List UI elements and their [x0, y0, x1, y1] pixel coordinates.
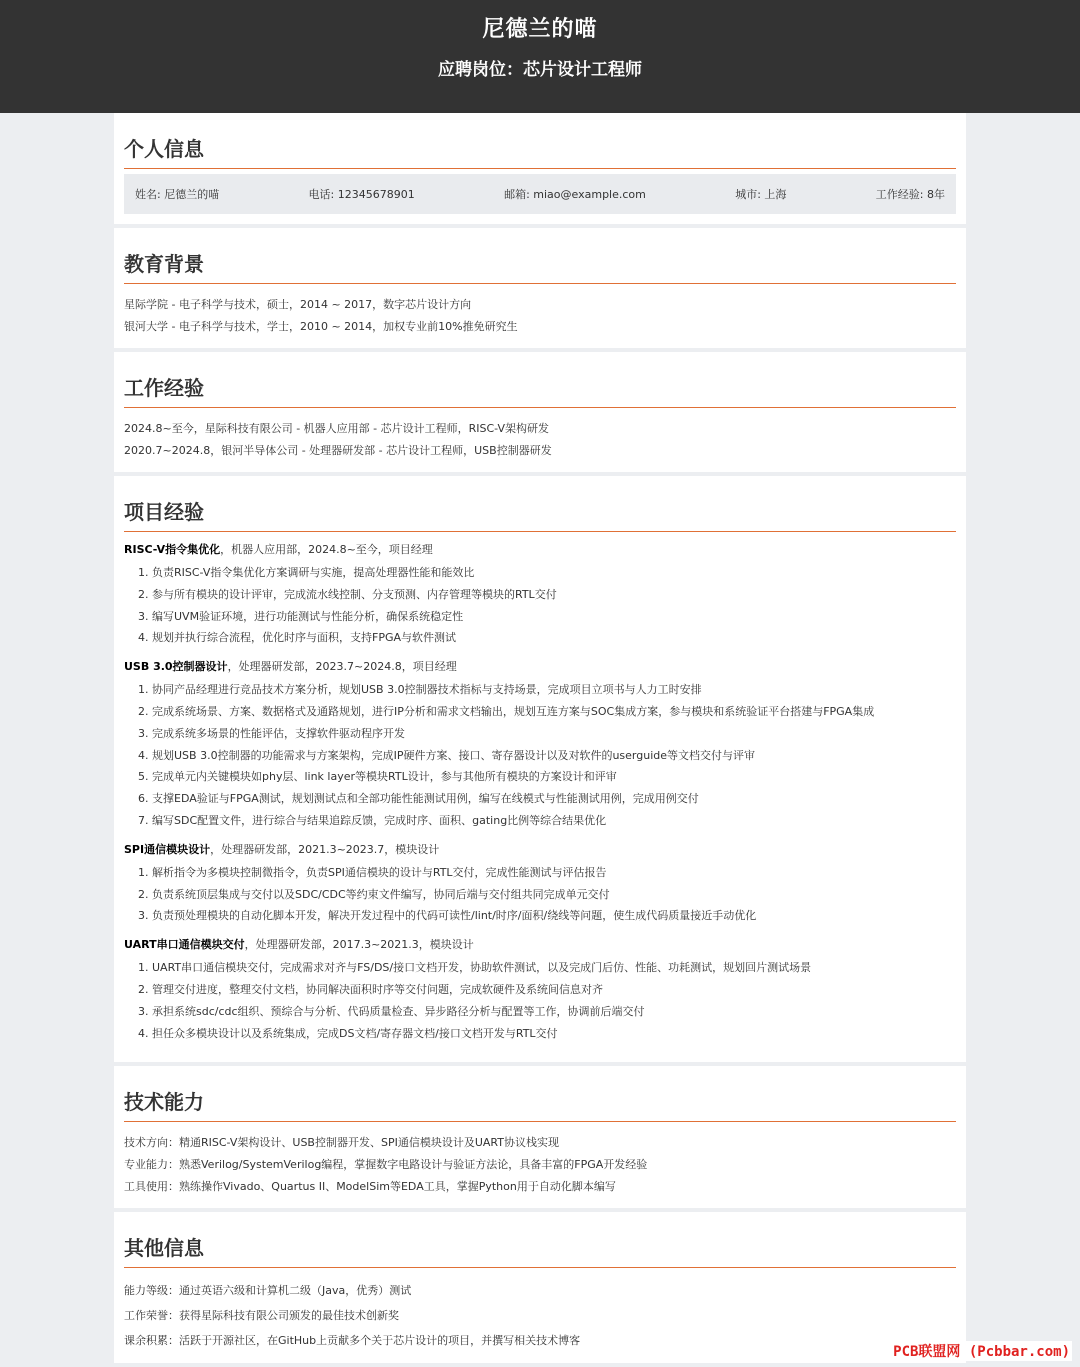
resume-header — [0, 0, 1080, 113]
project-item — [124, 840, 956, 927]
section-title: 其他信息 — [124, 1230, 956, 1268]
section-title: 工作经验 — [124, 370, 956, 408]
project-item — [124, 935, 956, 1044]
work-section — [114, 352, 966, 472]
project-task: 1. 协同产品经理进行竞品技术方案分析，规划USB 3.0控制器技术指标与支持场景，完成项目立项书与人力工时安排 — [152, 679, 956, 701]
other-item — [124, 1328, 956, 1353]
project-task: 3. 编写UVM验证环境，进行功能测试与性能分析，确保系统稳定性 — [152, 606, 956, 628]
personal-info-section — [114, 113, 966, 224]
section-title: 技术能力 — [124, 1084, 956, 1122]
personal-info-bar — [124, 174, 956, 214]
section-title: 个人信息 — [124, 131, 956, 169]
skill-label: 工具使用： — [124, 1180, 179, 1194]
other-label: 课余积累： — [124, 1334, 179, 1348]
info-name: 姓名: 尼德兰的喵 — [135, 188, 220, 201]
other-label: 能力等级： — [124, 1284, 179, 1298]
skill-text: 熟练操作Vivado、Quartus II、ModelSim等EDA工具，掌握Python用于自动化脚本编写 — [179, 1180, 616, 1194]
other-text: 活跃于开源社区，在GitHub上贡献多个关于芯片设计的项目，并撰写相关技术博客 — [179, 1334, 581, 1348]
other-item — [124, 1278, 956, 1303]
skill-item — [124, 1132, 956, 1154]
applied-position: 应聘岗位：芯片设计工程师 — [438, 60, 642, 80]
project-name: UART串口通信模块交付 — [124, 938, 245, 952]
project-task: 7. 编写SDC配置文件，进行综合与结果追踪反馈，完成时序、面积、gating比例等综合结果优化 — [152, 810, 956, 832]
project-task: 2. 管理交付进度，整理交付文档，协同解决面积时序等交付问题，完成软硬件及系统间信息对齐 — [152, 979, 956, 1001]
projects-section — [114, 476, 966, 1062]
project-name: USB 3.0控制器设计 — [124, 660, 228, 674]
section-title: 教育背景 — [124, 246, 956, 284]
project-task: 3. 承担系统sdc/cdc组织、预综合与分析、代码质量检查、异步路径分析与配置等工作，协调前后端交付 — [152, 1001, 956, 1023]
project-item — [124, 657, 956, 832]
skill-item — [124, 1176, 956, 1198]
work-item: 2024.8~至今，星际科技有限公司 - 机器人应用部 - 芯片设计工程师，RISC-V架构研发 — [124, 422, 550, 435]
other-label: 工作荣誉： — [124, 1309, 179, 1323]
other-text: 通过英语六级和计算机二级（Java，优秀）测试 — [179, 1284, 412, 1298]
other-info-section — [114, 1212, 966, 1363]
candidate-name: 尼德兰的喵 — [482, 17, 598, 42]
education-section — [114, 228, 966, 348]
project-task: 2. 负责系统顶层集成与交付以及SDC/CDC等约束文件编写，协同后端与交付组共同完成单元交付 — [152, 884, 956, 906]
education-item: 银河大学 - 电子科学与技术，学士，2010 ~ 2014，加权专业前10%推免研究生 — [124, 320, 518, 333]
project-task: 1. UART串口通信模块交付，完成需求对齐与FS/DS/接口文档开发，协助软件测试，以及完成门后仿、性能、功耗测试，规划回片测试场景 — [152, 957, 956, 979]
skill-item — [124, 1154, 956, 1176]
work-item: 2020.7~2024.8，银河半导体公司 - 处理器研发部 - 芯片设计工程师，USB控制器研发 — [124, 444, 552, 457]
project-task: 4. 规划并执行综合流程，优化时序与面积，支持FPGA与软件测试 — [152, 627, 956, 649]
skill-text: 精通RISC-V架构设计、USB控制器开发、SPI通信模块设计及UART协议栈实现 — [179, 1136, 559, 1150]
project-meta: ，处理器研发部，2017.3~2021.3，模块设计 — [244, 938, 474, 952]
project-task: 3. 完成系统多场景的性能评估，支撑软件驱动程序开发 — [152, 723, 956, 745]
skill-text: 熟悉Verilog/SystemVerilog编程，掌握数字电路设计与验证方法论，具备丰富的FPGA开发经验 — [179, 1158, 648, 1172]
project-task: 1. 负责RISC-V指令集优化方案调研与实施，提高处理器性能和能效比 — [152, 562, 956, 584]
skills-section — [114, 1066, 966, 1208]
resume-body — [114, 113, 966, 1363]
section-title: 项目经验 — [124, 494, 956, 532]
project-name: SPI通信模块设计 — [124, 842, 211, 856]
project-meta: ，机器人应用部，2024.8~至今，项目经理 — [220, 543, 433, 556]
info-experience: 工作经验: 8年 — [875, 188, 945, 201]
project-item — [124, 540, 956, 649]
education-item: 星际学院 - 电子科学与技术，硕士，2014 ~ 2017，数字芯片设计方向 — [124, 298, 472, 311]
info-phone: 电话: 12345678901 — [308, 188, 415, 201]
project-task: 6. 支撑EDA验证与FPGA测试，规划测试点和全部功能性能测试用例，编写在线模式与性能测试用例，完成用例交付 — [152, 788, 956, 810]
project-task: 4. 规划USB 3.0控制器的功能需求与方案架构，完成IP硬件方案、接口、寄存器设计以及对软件的userguide等文档交付与评审 — [152, 745, 956, 767]
info-city: 城市: 上海 — [735, 188, 787, 201]
other-item — [124, 1303, 956, 1328]
site-watermark: PCB联盟网 (Pcbbar.com) — [891, 1341, 1072, 1361]
project-task: 2. 完成系统场景、方案、数据格式及通路规划，进行IP分析和需求文档输出，规划互连方案与SOC集成方案，参与模块和系统验证平台搭建与FPGA集成 — [152, 701, 956, 723]
project-meta: ，处理器研发部，2023.7~2024.8，项目经理 — [227, 660, 457, 674]
project-task: 5. 完成单元内关键模块如phy层、link layer等模块RTL设计，参与其他所有模块的方案设计和评审 — [152, 766, 956, 788]
project-task: 3. 负责预处理模块的自动化脚本开发，解决开发过程中的代码可读性/lint/时序/面积/绕线等问题，使生成代码质量接近手动优化 — [152, 905, 956, 927]
project-name: RISC-V指令集优化 — [124, 543, 221, 556]
other-text: 获得星际科技有限公司颁发的最佳技术创新奖 — [179, 1309, 399, 1323]
info-email: 邮箱: miao@example.com — [504, 188, 646, 201]
project-task: 4. 担任众多模块设计以及系统集成，完成DS文档/寄存器文档/接口文档开发与RTL交付 — [152, 1023, 956, 1045]
project-task: 2. 参与所有模块的设计评审，完成流水线控制、分支预测、内存管理等模块的RTL交付 — [152, 584, 956, 606]
skill-label: 专业能力： — [124, 1158, 179, 1172]
project-task: 1. 解析指令为多模块控制微指令，负责SPI通信模块的设计与RTL交付，完成性能测试与评估报告 — [152, 862, 956, 884]
project-meta: ，处理器研发部，2021.3~2023.7，模块设计 — [210, 842, 440, 856]
skill-label: 技术方向： — [124, 1136, 179, 1150]
